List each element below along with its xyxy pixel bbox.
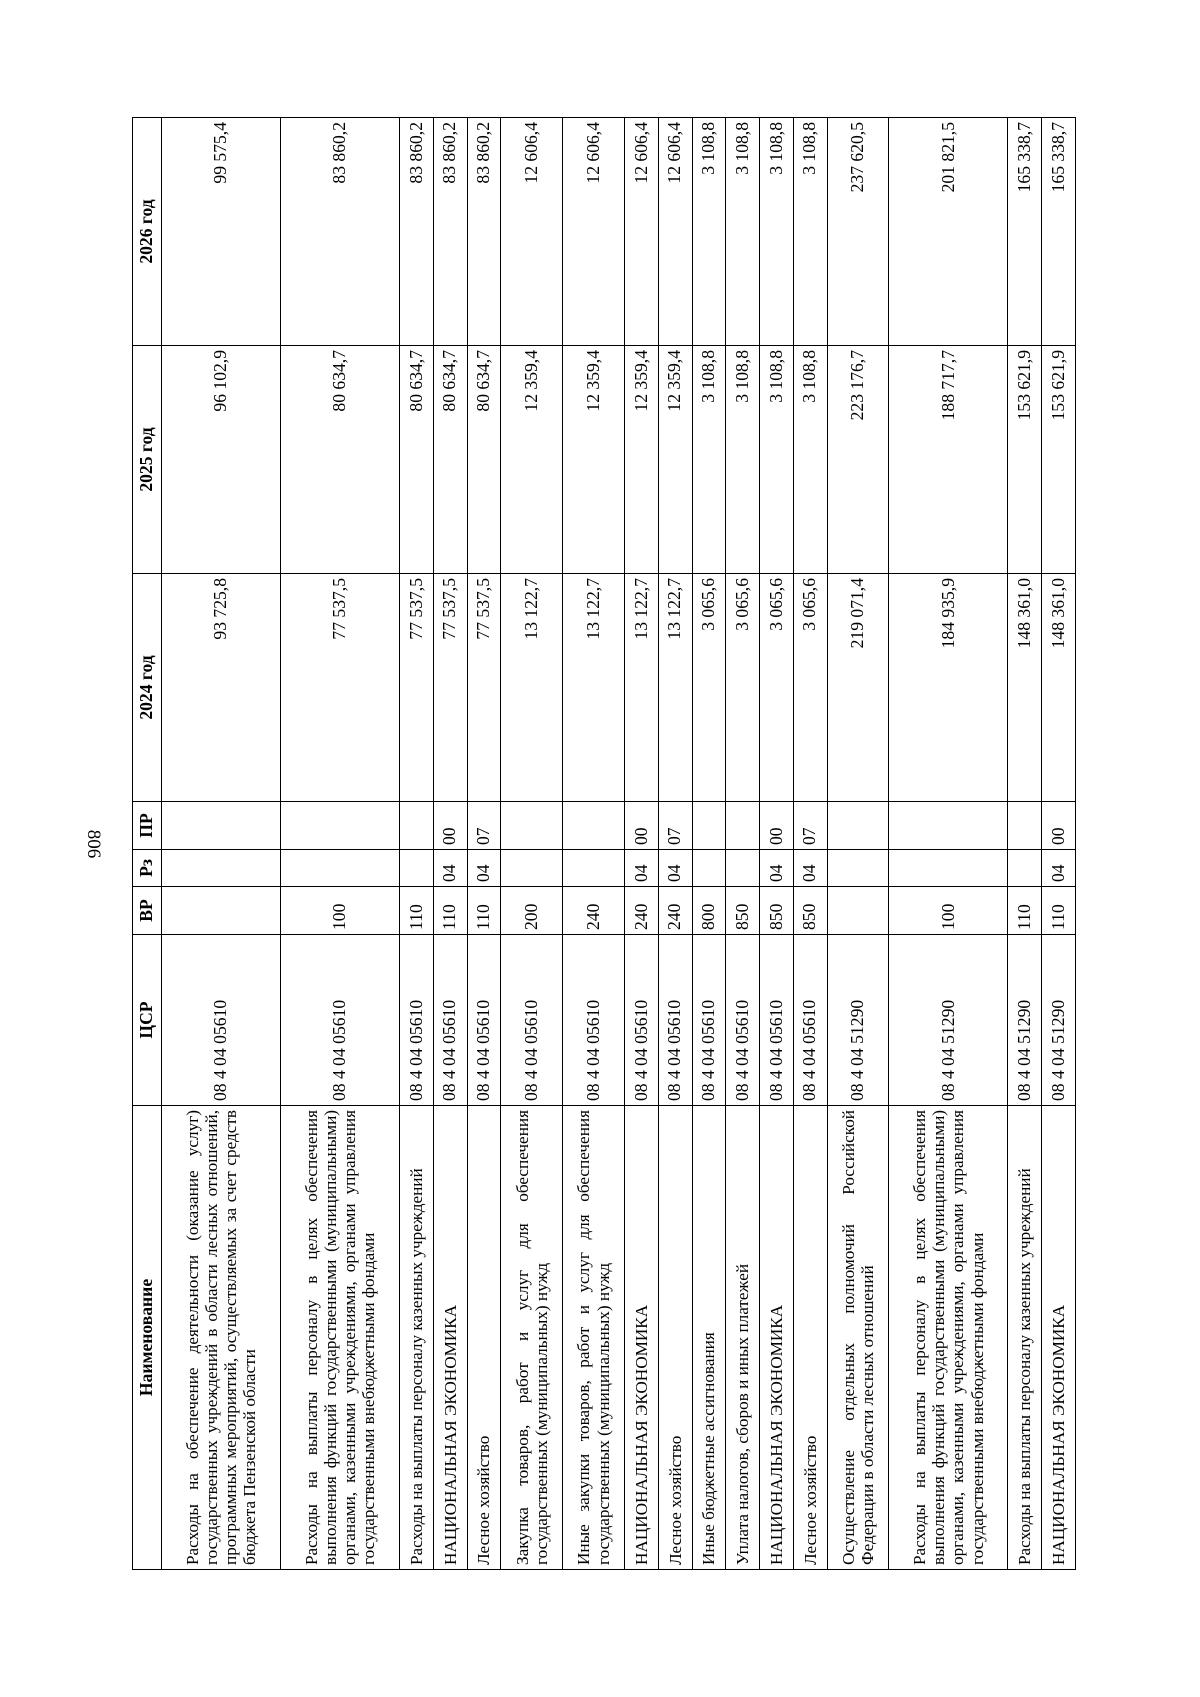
cell-rz [726,850,760,887]
cell-y2024: 13 122,7 [501,574,563,802]
cell-vr: 850 [793,887,827,935]
cell-pr [400,802,434,850]
table-row [658,118,692,1570]
cell-y2026: 83 860,2 [467,118,501,346]
cell-y2024: 219 071,4 [827,574,889,802]
cell-y2026: 83 860,2 [281,118,400,346]
table-row [1042,118,1076,1570]
cell-y2024: 148 361,0 [1042,574,1076,802]
table-row [563,118,625,1570]
cell-y2024: 13 122,7 [658,574,692,802]
cell-y2025: 188 717,7 [889,346,1008,574]
cell-rz: 04 [793,850,827,887]
cell-pr: 00 [624,802,658,850]
header-name: Наименование [133,1106,162,1570]
cell-vr: 240 [563,887,625,935]
cell-y2026: 165 338,7 [1008,118,1042,346]
cell-y2024: 77 537,5 [433,574,467,802]
table-row [624,118,658,1570]
cell-rz [563,850,625,887]
cell-y2026: 12 606,4 [658,118,692,346]
header-2026: 2026 год [133,118,162,346]
cell-y2024: 77 537,5 [281,574,400,802]
cell-name: Лесное хозяйство [658,1106,692,1570]
cell-y2026: 237 620,5 [827,118,889,346]
cell-y2025: 96 102,9 [162,346,281,574]
cell-csr: 08 4 04 51290 [1008,935,1042,1106]
cell-csr: 08 4 04 05610 [692,935,726,1106]
cell-csr: 08 4 04 51290 [889,935,1008,1106]
cell-vr: 110 [433,887,467,935]
cell-y2026: 12 606,4 [501,118,563,346]
cell-y2026: 83 860,2 [433,118,467,346]
cell-y2024: 93 725,8 [162,574,281,802]
cell-csr: 08 4 04 05610 [400,935,434,1106]
cell-y2024: 77 537,5 [400,574,434,802]
budget-table [132,117,1076,1570]
cell-y2025: 153 621,9 [1008,346,1042,574]
cell-vr: 240 [658,887,692,935]
cell-vr: 100 [281,887,400,935]
cell-rz [692,850,726,887]
cell-pr: 07 [467,802,501,850]
cell-y2024: 3 065,6 [760,574,794,802]
cell-vr: 110 [1042,887,1076,935]
cell-pr: 07 [793,802,827,850]
cell-y2025: 12 359,4 [501,346,563,574]
cell-pr [281,802,400,850]
cell-pr [563,802,625,850]
table-row [281,118,400,1570]
cell-y2026: 12 606,4 [624,118,658,346]
cell-y2026: 3 108,8 [726,118,760,346]
rotated-table-container [132,118,1076,1570]
table-row [793,118,827,1570]
table-row [162,118,281,1570]
table-row [692,118,726,1570]
table-row [501,118,563,1570]
cell-name: Закупка товаров, работ и услуг для обеспечения государственных (муниципальных) нужд [501,1106,563,1570]
cell-csr: 08 4 04 05610 [726,935,760,1106]
cell-name: Иные закупки товаров, работ и услуг для обеспечения государственных (муниципальных) нужд [563,1106,625,1570]
cell-y2026: 83 860,2 [400,118,434,346]
header-2025: 2025 год [133,346,162,574]
table-row [760,118,794,1570]
cell-pr [726,802,760,850]
cell-name: Расходы на обеспечение деятельности (оказание услуг) государственных учреждений в области лесных отношений, программных мероприятий, осуществляемых за счет средств бюджета Пензенской области [162,1106,281,1570]
cell-y2024: 13 122,7 [624,574,658,802]
cell-vr [827,887,889,935]
cell-pr [889,802,1008,850]
cell-y2024: 3 065,6 [726,574,760,802]
cell-y2025: 12 359,4 [563,346,625,574]
header-rz: Рз [133,850,162,887]
cell-name: Иные бюджетные ассигнования [692,1106,726,1570]
cell-csr: 08 4 04 05610 [793,935,827,1106]
cell-y2024: 3 065,6 [793,574,827,802]
cell-y2025: 80 634,7 [281,346,400,574]
cell-name: Лесное хозяйство [467,1106,501,1570]
cell-name: Лесное хозяйство [793,1106,827,1570]
cell-y2025: 3 108,8 [692,346,726,574]
cell-vr: 240 [624,887,658,935]
cell-y2026: 3 108,8 [760,118,794,346]
cell-y2025: 153 621,9 [1042,346,1076,574]
cell-pr: 00 [433,802,467,850]
cell-vr: 200 [501,887,563,935]
header-csr: ЦСР [133,935,162,1106]
page-number: 806 [83,829,104,859]
cell-y2025: 80 634,7 [400,346,434,574]
cell-rz [162,850,281,887]
cell-y2026: 201 821,5 [889,118,1008,346]
cell-name: Расходы на выплаты персоналу казенных учреждений [1008,1106,1042,1570]
cell-vr: 850 [726,887,760,935]
cell-pr [692,802,726,850]
cell-csr: 08 4 04 05610 [162,935,281,1106]
cell-pr [162,802,281,850]
table-row [889,118,1008,1570]
cell-y2025: 3 108,8 [793,346,827,574]
cell-name: НАЦИОНАЛЬНАЯ ЭКОНОМИКА [760,1106,794,1570]
cell-name: Уплата налогов, сборов и иных платежей [726,1106,760,1570]
cell-rz: 04 [1042,850,1076,887]
cell-rz: 04 [624,850,658,887]
cell-vr: 800 [692,887,726,935]
cell-y2025: 12 359,4 [624,346,658,574]
cell-rz: 04 [658,850,692,887]
cell-csr: 08 4 04 51290 [827,935,889,1106]
cell-name: НАЦИОНАЛЬНАЯ ЭКОНОМИКА [624,1106,658,1570]
cell-name: НАЦИОНАЛЬНАЯ ЭКОНОМИКА [433,1106,467,1570]
cell-y2025: 3 108,8 [760,346,794,574]
header-row [133,118,162,1570]
cell-rz [827,850,889,887]
cell-name: Осуществление отдельных полномочий Российской Федерации в области лесных отношений [827,1106,889,1570]
cell-csr: 08 4 04 05610 [624,935,658,1106]
table-row [433,118,467,1570]
cell-vr: 110 [1008,887,1042,935]
cell-vr: 100 [889,887,1008,935]
cell-vr: 110 [467,887,501,935]
cell-y2026: 12 606,4 [563,118,625,346]
cell-y2026: 3 108,8 [793,118,827,346]
cell-pr: 00 [760,802,794,850]
header-2024: 2024 год [133,574,162,802]
cell-y2026: 99 575,4 [162,118,281,346]
cell-pr [501,802,563,850]
cell-rz [889,850,1008,887]
cell-name: НАЦИОНАЛЬНАЯ ЭКОНОМИКА [1042,1106,1076,1570]
cell-csr: 08 4 04 51290 [1042,935,1076,1106]
cell-csr: 08 4 04 05610 [467,935,501,1106]
cell-csr: 08 4 04 05610 [501,935,563,1106]
cell-rz [1008,850,1042,887]
cell-y2026: 165 338,7 [1042,118,1076,346]
cell-y2024: 3 065,6 [692,574,726,802]
cell-csr: 08 4 04 05610 [760,935,794,1106]
cell-csr: 08 4 04 05610 [433,935,467,1106]
cell-rz: 04 [467,850,501,887]
cell-pr: 07 [658,802,692,850]
cell-rz: 04 [760,850,794,887]
table-row [400,118,434,1570]
cell-name: Расходы на выплаты персоналу в целях обеспечения выполнения функций государственными (муниципальными) органами, казенными учреждениями, органами управления государственными внебюджетными фондами [889,1106,1008,1570]
cell-csr: 08 4 04 05610 [658,935,692,1106]
cell-y2025: 12 359,4 [658,346,692,574]
table-row [827,118,889,1570]
table-body [162,118,1076,1570]
cell-pr [827,802,889,850]
table-row [1008,118,1042,1570]
cell-y2025: 80 634,7 [467,346,501,574]
cell-vr: 850 [760,887,794,935]
header-vr: ВР [133,887,162,935]
cell-name: Расходы на выплаты персоналу в целях обеспечения выполнения функций государственными (муниципальными) органами, казенными учреждениями, органами управления государственными внебюджетными фондами [281,1106,400,1570]
cell-y2025: 80 634,7 [433,346,467,574]
cell-y2025: 223 176,7 [827,346,889,574]
cell-y2024: 77 537,5 [467,574,501,802]
cell-name: Расходы на выплаты персоналу казенных учреждений [400,1106,434,1570]
cell-rz [501,850,563,887]
cell-vr: 110 [400,887,434,935]
table-row [726,118,760,1570]
cell-pr [1008,802,1042,850]
cell-vr [162,887,281,935]
table-row [467,118,501,1570]
header-pr: ПР [133,802,162,850]
cell-rz: 04 [433,850,467,887]
cell-y2026: 3 108,8 [692,118,726,346]
cell-y2024: 184 935,9 [889,574,1008,802]
cell-csr: 08 4 04 05610 [563,935,625,1106]
cell-y2024: 13 122,7 [563,574,625,802]
cell-pr: 00 [1042,802,1076,850]
cell-rz [400,850,434,887]
cell-y2025: 3 108,8 [726,346,760,574]
cell-rz [281,850,400,887]
cell-csr: 08 4 04 05610 [281,935,400,1106]
cell-y2024: 148 361,0 [1008,574,1042,802]
